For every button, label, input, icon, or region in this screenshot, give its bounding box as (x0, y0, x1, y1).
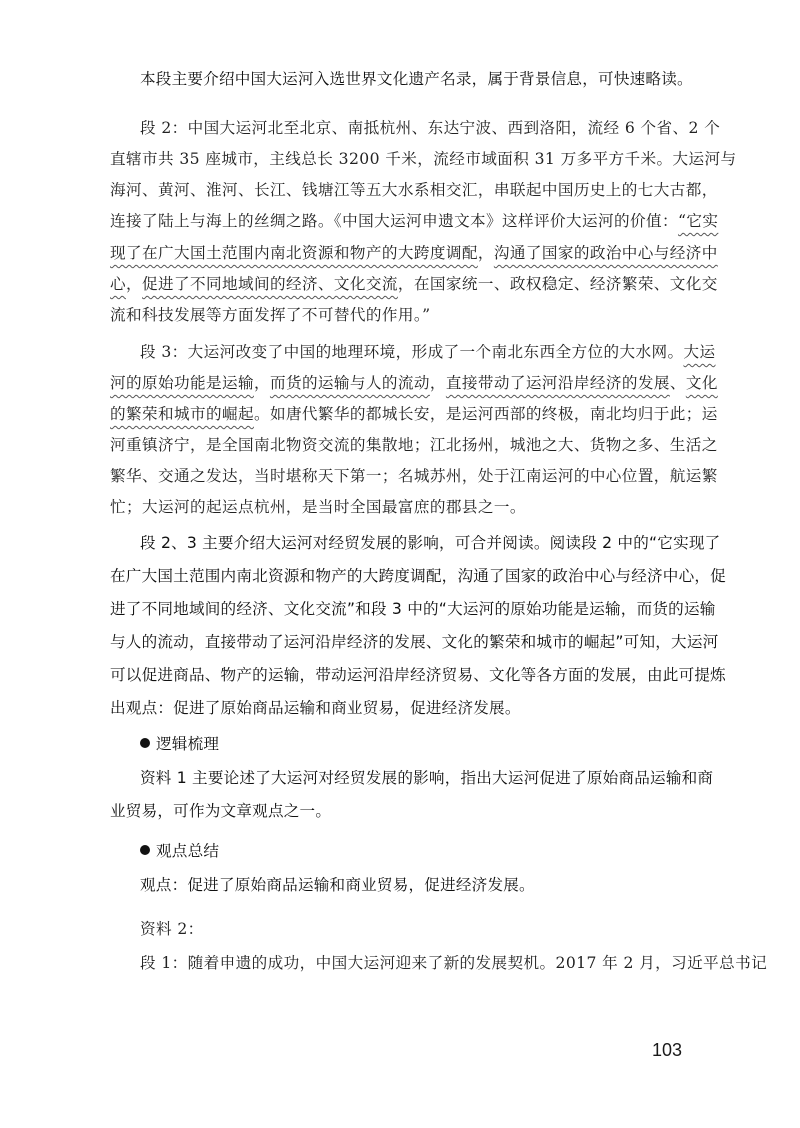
text: ， (126, 275, 142, 293)
text: 河重镇济宁，是全国南北物资交流的集散地；江北扬州，城池之大、货物之多、生活之 (110, 436, 718, 454)
wavy-underlined-text: 大运 (683, 343, 716, 361)
text: 直辖市共 35 座城市，主线总长 3200 千米，流经市域面积 31 万多平方千米。大运河与 (110, 150, 737, 168)
text: 业贸易，可作为文章观点之一。 (110, 802, 332, 820)
text: 。如唐代繁华的都城长安，是运河西部的终极，南北均归于此；运 (253, 405, 718, 423)
text: ， (253, 374, 270, 392)
paragraph-line (110, 208, 719, 238)
paragraph-line (140, 950, 768, 980)
paragraph-line (140, 339, 740, 369)
text: 可以促进商品、物产的运输，带动运河沿岸经济贸易、文化等各方面的发展，由此可提炼 (110, 666, 726, 684)
section-heading (140, 731, 740, 761)
paragraph-line (110, 662, 726, 692)
text: 段 2：中国大运河北至北京、南抵杭州、东达宁波、西到洛阳，流经 6 个省、2 个 (140, 119, 721, 137)
paragraph-line (110, 302, 710, 332)
text: 、 (669, 374, 686, 392)
paragraph-line (110, 798, 710, 828)
paragraph-line (140, 530, 740, 560)
note-line (140, 66, 740, 96)
paragraph-line (110, 271, 718, 301)
text: 繁华、交通之发达，当时堪称天下第一；名城苏州，处于江南运河的中心位置，航运繁 (110, 467, 718, 485)
heading-text: 观点总结 (156, 842, 220, 860)
heading-text: 逻辑梳理 (156, 735, 220, 753)
paragraph-line (110, 240, 718, 270)
paragraph-line (110, 463, 718, 493)
text: 资料 1 主要论述了大运河对经贸发展的影响，指出大运河促进了原始商品运输和商 (140, 769, 714, 787)
bullet-icon (140, 845, 150, 855)
page-number: 103 (652, 1040, 683, 1060)
paragraph-line (110, 563, 726, 593)
wavy-underlined-text: 促进了不同地域间的经济、文化交流 (142, 275, 398, 293)
text: 段 3：大运河改变了中国的地理环境，形成了一个南北东西全方位的大水网。 (140, 343, 684, 361)
paragraph-line (110, 401, 718, 431)
text: 连接了陆上与海上的丝绸之路。《中国大运河申遗文本》这样评价大运河的价值： (110, 212, 678, 230)
wavy-underlined-text: 沟通了国家的政治中心与经济中 (493, 244, 718, 262)
wavy-underlined-text: 的繁荣和城市的崛起 (110, 405, 254, 423)
text: 本段主要介绍中国大运河入选世界文化遗产名录，属于背景信息，可快速略读。 (140, 70, 693, 88)
text: 观点：促进了原始商品运输和商业贸易，促进经济发展。 (140, 876, 535, 894)
paragraph-line (140, 115, 740, 145)
section-heading (140, 838, 740, 868)
text: 进了不同地域间的经济、文化交流”和段 3 中的“大运河的原始功能是运输，而货的运输 (110, 600, 716, 618)
paragraph-line (110, 432, 718, 462)
wavy-underlined-text: 心 (110, 275, 126, 293)
text: ， (477, 244, 494, 262)
wavy-underlined-text: 文化 (685, 374, 718, 392)
material-label (140, 916, 740, 946)
wavy-underlined-text: 而货的运输与人的流动 (269, 374, 430, 392)
text: 段 2、3 主要介绍大运河对经贸发展的影响，可合并阅读。阅读段 2 中的“它实现了 (140, 534, 721, 552)
wavy-underlined-text: 河的原始功能是运输 (110, 374, 254, 392)
text: 段 1：随着申遗的成功，中国大运河迎来了新的发展契机。2017 年 2 月，习近平总书记 (140, 954, 768, 972)
text: 与人的流动，直接带动了运河沿岸经济的发展、文化的繁荣和城市的崛起”可知，大运河 (110, 633, 719, 651)
wavy-underlined-text: 直接带动了运河沿岸经济的发展 (445, 374, 670, 392)
wavy-underlined-text: 现了在广大国土范围内南北资源和物产的大跨度调配 (110, 244, 478, 262)
text: ，在国家统一、政权稳定、经济繁荣、文化交 (397, 275, 718, 293)
text: 资料 2： (140, 920, 204, 938)
text: 流和科技发展等方面发挥了不可替代的作用。” (110, 306, 431, 324)
paragraph-line (140, 765, 740, 795)
paragraph-line (110, 370, 718, 400)
paragraph-line (110, 596, 716, 626)
text: 出观点：促进了原始商品运输和商业贸易，促进经济发展。 (110, 699, 521, 717)
wavy-underlined-text: “它实 (677, 212, 719, 230)
paragraph-line (110, 494, 710, 524)
text: 忙；大运河的起运点杭州，是当时全国最富庶的郡县之一。 (110, 498, 526, 516)
paragraph-line (110, 177, 718, 207)
text: 在广大国土范围内南北资源和物产的大跨度调配，沟通了国家的政治中心与经济中心，促 (110, 567, 726, 585)
paragraph-line (110, 695, 710, 725)
paragraph-line (140, 872, 740, 902)
paragraph-line (110, 146, 737, 176)
text: ， (429, 374, 446, 392)
paragraph-line (110, 629, 719, 659)
bullet-icon (140, 738, 150, 748)
text: 海河、黄河、淮河、长江、钱塘江等五大水系相交汇，串联起中国历史上的七大古都， (110, 181, 718, 199)
